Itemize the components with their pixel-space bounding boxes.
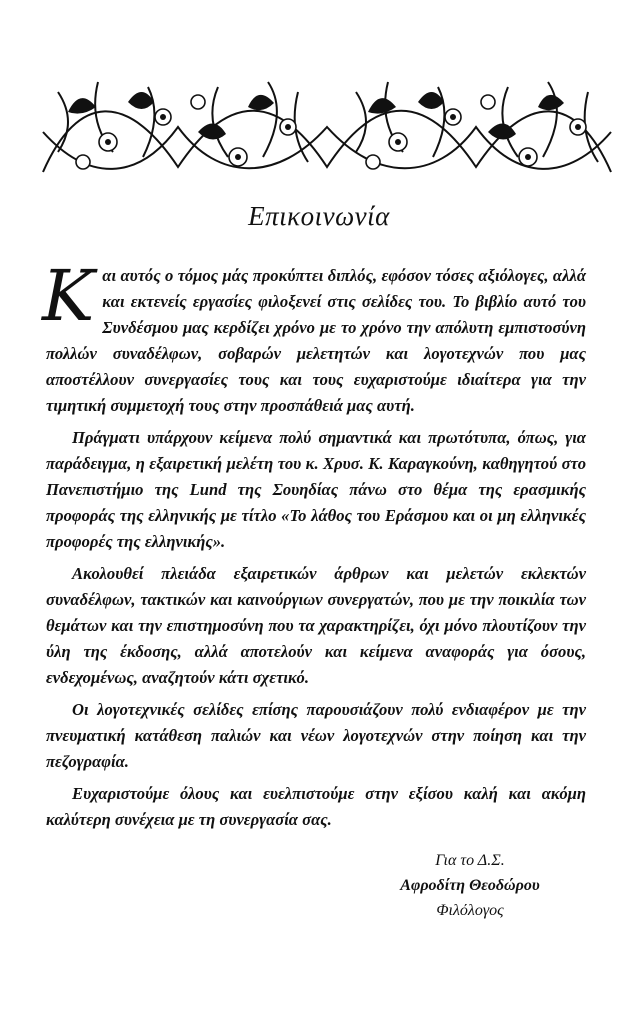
- paragraph-5: Ευχαριστούμε όλους και ευελπιστούμε στην εξίσου καλή και ακόμη καλύτερη συνέχεια με τη συνεργασία σας.: [46, 784, 586, 829]
- paragraph-2: Πράγματι υπάρχουν κείμενα πολύ σημαντικά και πρωτότυπα, όπως, για παράδειγμα, η εξαιρετική μελέτη του κ. Χρυσ. Κ. Καραγκούνη, καθηγητού στο Πανεπιστήμιο της Lund της Σουηδίας πάνω στο θέμα της ερασμικής προφοράς της ελληνικής με τίτλο «Το λάθος του Εράσμου και οι μη ελληνικές προφορές της ελληνικής».: [46, 428, 586, 551]
- signature-role: Φιλόλογος: [436, 902, 504, 919]
- signature-name: Αφροδίτη Θεοδώρου: [400, 877, 540, 894]
- paragraph-1: [42, 255, 586, 419]
- floral-border-icon: [38, 72, 616, 192]
- signature-block: [380, 848, 560, 923]
- signature-board: Για το Δ.Σ.: [435, 852, 505, 869]
- paragraph-3: Ακολουθεί πλειάδα εξαιρετικών άρθρων και μελετών εκλεκτών συναδέλφων, τακτικών και καινούργιων συνεργατών, που με την ποικιλία των θεμάτων και την επιστημοσύνη που τα χαρακτηρίζει, όχι μόνο πλουτίζουν την ύλη της έκδοσης, αλλά αποτελούν και κείμενα αναφοράς για όσους, ενδεχομένως, αναζητούν κάτι σχετικό.: [46, 564, 586, 687]
- paragraph-1-text: αι αυτός ο τόμος μάς προκύπτει διπλός, εφόσον τόσες αξιόλογες, αλλά και εκτενείς εργασίες φιλοξενεί στις σελίδες του. Το βιβλίο αυτό του Συνδέσμου μας κερδίζει χρόνο με το χρόνο την απόλυτη εμπιστοσύνη πολλών συναδέλφων, σοβαρών μελετητών και λογοτεχνών που μας αποστέλλουν συνεργασίες τους και τους ευχαριστούμε ιδιαίτερα για την τιμητική συμμετοχή τους στην προσπάθειά μας αυτή.: [46, 266, 586, 415]
- page-title: Επικοινωνία: [248, 201, 390, 231]
- drop-cap: Κ: [42, 255, 95, 337]
- body-text: [42, 255, 586, 839]
- paragraph-4: Οι λογοτεχνικές σελίδες επίσης παρουσιάζουν πολύ ενδιαφέρον με την πνευματική κατάθεση παλιών και νέων λογοτεχνών στην ποίηση και την πεζογραφία.: [46, 700, 586, 771]
